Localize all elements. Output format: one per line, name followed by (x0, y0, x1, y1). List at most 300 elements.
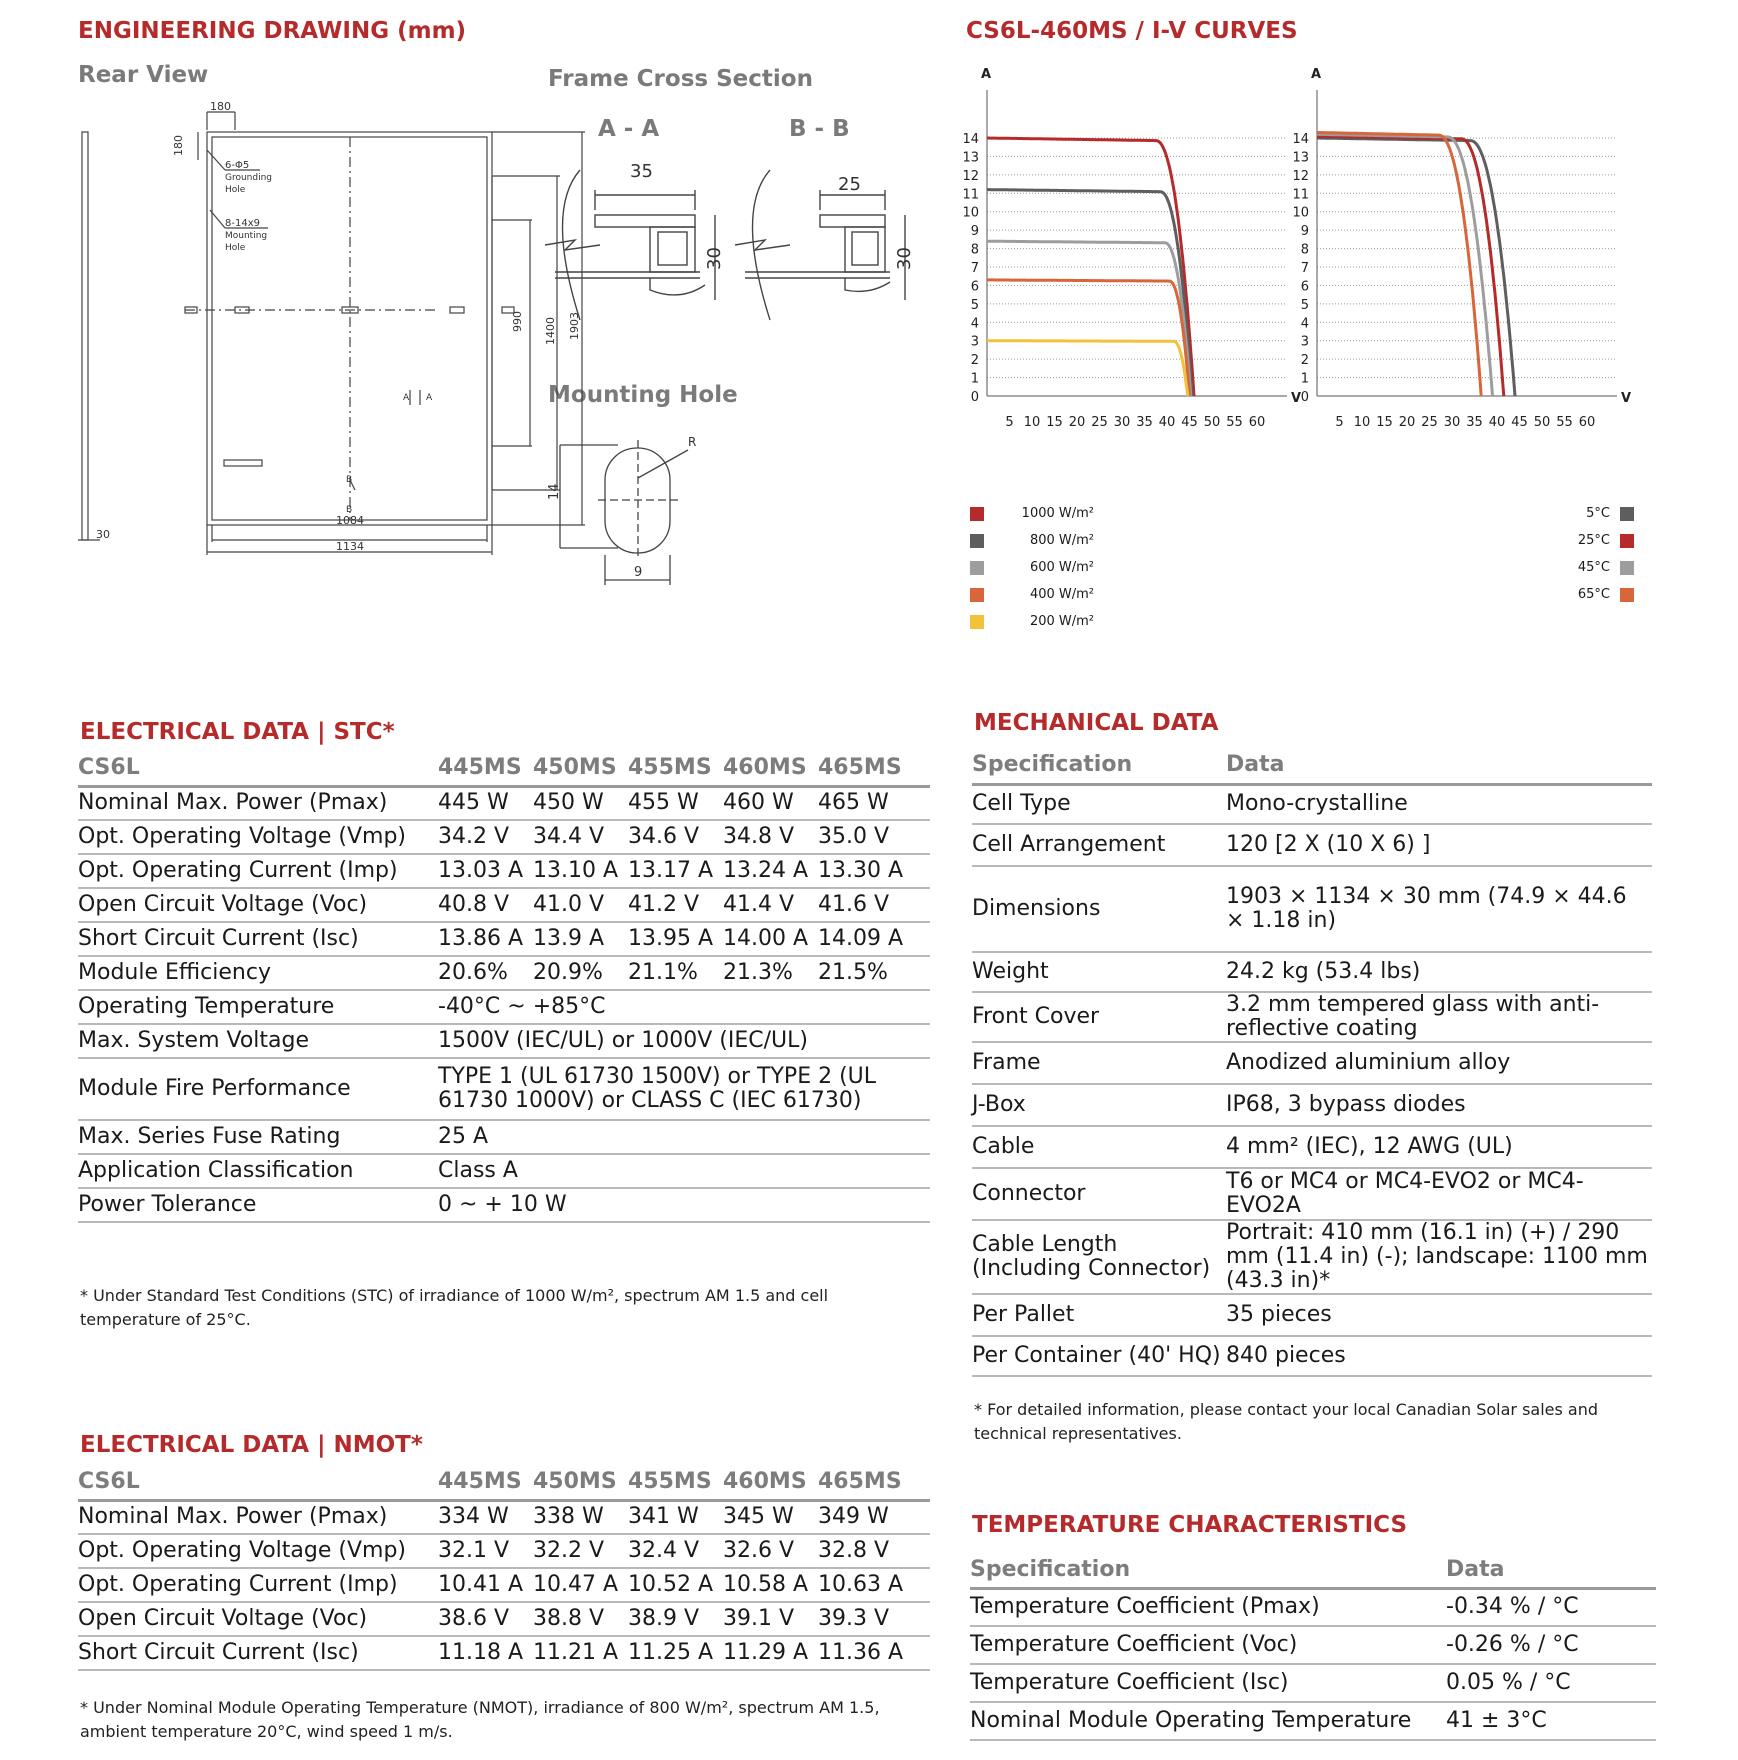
table-row (972, 1294, 1652, 1336)
table-cell: Opt. Operating Current (Imp) (78, 1568, 438, 1602)
table-row (972, 1168, 1652, 1220)
table-cell: 20.9% (533, 956, 628, 990)
legend-swatch (970, 588, 984, 602)
table-cell: 13.24 A (723, 854, 818, 888)
table-cell: Frame (972, 1042, 1226, 1084)
y-tick-label: 7 (970, 261, 979, 276)
legend-label: 25°C (1577, 533, 1610, 548)
table-row (972, 1084, 1652, 1126)
x-tick-label: 55 (1556, 415, 1573, 430)
table-cell: 40.8 V (438, 888, 533, 922)
table-cell: 120 [2 X (10 X 6) ] (1226, 824, 1652, 866)
table-cell: 41.6 V (818, 888, 930, 922)
y-tick-label: 5 (970, 297, 979, 313)
svg-text:1084: 1084 (336, 514, 364, 527)
table-cell: Cell Type (972, 784, 1226, 824)
iv-series-line (1317, 133, 1481, 397)
y-tick-label: 3 (970, 334, 979, 350)
table-cell: 840 pieces (1226, 1336, 1652, 1376)
table-header-row (972, 748, 1652, 784)
header-cell: 465MS (818, 752, 930, 786)
table-cell: J-Box (972, 1084, 1226, 1126)
svg-text:180: 180 (172, 135, 185, 156)
x-tick-label: 60 (1248, 415, 1266, 430)
y-tick-label: 5 (1300, 297, 1309, 313)
table-cell: 32.8 V (818, 1534, 930, 1568)
table-cell: 21.1% (628, 956, 723, 990)
header-cell: Specification (972, 748, 1226, 784)
table-row (972, 952, 1652, 992)
table-row (972, 784, 1652, 824)
iv-chart-irradiance (955, 62, 1300, 492)
svg-text:30: 30 (96, 528, 110, 541)
y-tick-label: 8 (1300, 242, 1309, 258)
table-row (972, 1126, 1652, 1168)
svg-text:R: R (688, 435, 697, 449)
legend-item (970, 527, 1094, 554)
table-cell: 13.9 A (533, 922, 628, 956)
x-tick-label: 45 (1511, 415, 1528, 430)
svg-text:Hole: Hole (225, 185, 246, 195)
legend-item (970, 608, 1094, 635)
x-tick-label: 15 (1046, 415, 1063, 430)
x-tick-label: 40 (1158, 415, 1176, 430)
table-row (78, 1120, 930, 1154)
iv-series-line (1317, 134, 1493, 396)
x-tick-label: 5 (1005, 415, 1014, 430)
table-cell: 1903 × 1134 × 30 mm (74.9 × 44.6 × 1.18 in) (1226, 866, 1652, 952)
header-cell: Data (1226, 748, 1652, 784)
svg-text:1400: 1400 (544, 317, 557, 345)
legend-swatch (1620, 588, 1634, 602)
table-cell: Anodized aluminium alloy (1226, 1042, 1652, 1084)
table-cell: 34.6 V (628, 820, 723, 854)
table-row (78, 990, 930, 1024)
table-cell: 3.2 mm tempered glass with anti-reflective coating (1226, 992, 1652, 1042)
temperature-legend (1560, 500, 1634, 608)
svg-text:9: 9 (634, 565, 643, 580)
y-tick-label: 1 (1300, 371, 1309, 387)
legend-swatch (970, 507, 984, 521)
table-cell: Temperature Coefficient (Pmax) (970, 1588, 1446, 1626)
nmot-title: ELECTRICAL DATA | NMOT* (80, 1432, 423, 1458)
header-cell: 465MS (818, 1466, 930, 1500)
table-cell: 0.05 % / °C (1446, 1664, 1656, 1702)
table-row (972, 866, 1652, 952)
table-cell: 10.58 A (723, 1568, 818, 1602)
table-row (78, 1058, 930, 1120)
mech-note: * For detailed information, please contact your local Canadian Solar sales and technical representatives. (974, 1400, 1599, 1443)
y-tick-label: 4 (1300, 316, 1309, 332)
table-cell: Portrait: 410 mm (16.1 in) (+) / 290 mm (11.4 in) (-); landscape: 1100 mm (43.3 in)* (1226, 1220, 1652, 1294)
table-cell: 10.52 A (628, 1568, 723, 1602)
y-tick-label: 13 (1292, 150, 1309, 166)
svg-text:A: A (403, 393, 410, 403)
svg-text:1903: 1903 (568, 312, 581, 340)
iv-chart-temperature (1285, 62, 1665, 492)
header-cell: 445MS (438, 1466, 533, 1500)
table-cell: 11.29 A (723, 1636, 818, 1670)
table-cell: 11.18 A (438, 1636, 533, 1670)
header-cell: 450MS (533, 752, 628, 786)
table-row (970, 1626, 1656, 1664)
x-tick-label: 25 (1421, 415, 1438, 430)
table-row (78, 1500, 930, 1534)
mounting-hole-label: Mounting Hole (548, 382, 738, 408)
table-cell: 4 mm² (IEC), 12 AWG (UL) (1226, 1126, 1652, 1168)
table-cell: 11.25 A (628, 1636, 723, 1670)
table-cell: Weight (972, 952, 1226, 992)
table-cell: 41.2 V (628, 888, 723, 922)
table-cell: T6 or MC4 or MC4-EVO2 or MC4-EVO2A (1226, 1168, 1652, 1220)
y-tick-label: 14 (1292, 132, 1309, 147)
y-unit-label: A (1311, 67, 1322, 82)
svg-text:180: 180 (210, 100, 231, 113)
y-tick-label: 3 (1300, 334, 1309, 350)
table-cell: Open Circuit Voltage (Voc) (78, 888, 438, 922)
table-cell: Open Circuit Voltage (Voc) (78, 1602, 438, 1636)
table-cell: 32.4 V (628, 1534, 723, 1568)
table-cell: 38.9 V (628, 1602, 723, 1636)
y-tick-label: 11 (962, 187, 979, 203)
svg-text:Mounting: Mounting (225, 231, 268, 241)
x-tick-label: 30 (1113, 415, 1131, 430)
legend-swatch (970, 561, 984, 575)
table-cell: 465 W (818, 786, 930, 820)
table-row (78, 1602, 930, 1636)
stc-table (78, 752, 930, 1223)
table-cell: 10.41 A (438, 1568, 533, 1602)
table-cell: 38.6 V (438, 1602, 533, 1636)
table-row (78, 820, 930, 854)
table-cell: Mono-crystalline (1226, 784, 1652, 824)
iv-series-line (987, 241, 1191, 396)
table-cell: Max. System Voltage (78, 1024, 438, 1058)
x-tick-label: 30 (1443, 415, 1461, 430)
svg-text:14: 14 (547, 483, 562, 500)
table-row (78, 1024, 930, 1058)
x-unit-label: V (1621, 391, 1632, 406)
table-row (972, 824, 1652, 866)
y-tick-label: 1 (970, 371, 979, 387)
y-tick-label: 0 (970, 390, 979, 405)
table-row (78, 786, 930, 820)
table-cell: 10.63 A (818, 1568, 930, 1602)
table-cell: 345 W (723, 1500, 818, 1534)
section-bb-label: B - B (789, 116, 850, 142)
table-cell: Front Cover (972, 992, 1226, 1042)
svg-text:30: 30 (704, 247, 725, 270)
iv-curves-title: CS6L-460MS / I-V CURVES (966, 18, 1298, 44)
table-cell: 13.03 A (438, 854, 533, 888)
table-header-row (78, 1466, 930, 1500)
table-row (78, 1534, 930, 1568)
table-cell: 338 W (533, 1500, 628, 1534)
legend-label: 800 W/m² (1029, 533, 1094, 548)
svg-text:B: B (346, 475, 353, 485)
table-cell: Module Efficiency (78, 956, 438, 990)
table-cell: 13.86 A (438, 922, 533, 956)
table-row (972, 1220, 1652, 1294)
x-unit-label: V (1291, 391, 1302, 406)
irradiance-legend (970, 500, 1094, 635)
x-tick-label: 15 (1376, 415, 1393, 430)
table-cell: 455 W (628, 786, 723, 820)
svg-text:B: B (346, 505, 353, 515)
x-tick-label: 50 (1533, 415, 1551, 430)
table-cell: Opt. Operating Voltage (Vmp) (78, 820, 438, 854)
legend-swatch (970, 615, 984, 629)
svg-text:Hole: Hole (225, 243, 246, 253)
legend-item (1560, 554, 1634, 581)
table-cell: Application Classification (78, 1154, 438, 1188)
table-cell: Short Circuit Current (Isc) (78, 922, 438, 956)
legend-item (1560, 527, 1634, 554)
table-cell: 20.6% (438, 956, 533, 990)
table-row (78, 1154, 930, 1188)
header-cell: Specification (970, 1554, 1446, 1588)
table-cell: 21.3% (723, 956, 818, 990)
table-cell: Nominal Module Operating Temperature (970, 1702, 1446, 1740)
table-cell: -40°C ~ +85°C (438, 990, 930, 1024)
legend-item (970, 554, 1094, 581)
table-cell: Short Circuit Current (Isc) (78, 1636, 438, 1670)
legend-label: 45°C (1577, 560, 1610, 575)
table-cell: Cell Arrangement (972, 824, 1226, 866)
table-cell: 21.5% (818, 956, 930, 990)
table-row (78, 922, 930, 956)
table-cell: Cable Length (Including Connector) (972, 1220, 1226, 1294)
table-cell: -0.34 % / °C (1446, 1588, 1656, 1626)
legend-swatch (1620, 507, 1634, 521)
x-tick-label: 35 (1136, 415, 1153, 430)
y-tick-label: 2 (1300, 353, 1309, 369)
table-row (78, 956, 930, 990)
x-tick-label: 10 (1023, 415, 1041, 430)
table-row (970, 1664, 1656, 1702)
svg-text:6-Φ5: 6-Φ5 (225, 160, 250, 171)
table-row (972, 1042, 1652, 1084)
svg-text:A: A (426, 393, 433, 403)
table-cell: 14.09 A (818, 922, 930, 956)
table-cell: 41 ± 3°C (1446, 1702, 1656, 1740)
table-row (970, 1588, 1656, 1626)
y-unit-label: A (981, 67, 992, 82)
x-tick-label: 50 (1203, 415, 1221, 430)
y-tick-label: 13 (962, 150, 979, 166)
y-tick-label: 10 (962, 205, 979, 221)
iv-series-line (987, 341, 1188, 396)
temp-table (970, 1554, 1656, 1741)
table-cell: 13.95 A (628, 922, 723, 956)
table-cell: 11.36 A (818, 1636, 930, 1670)
table-cell: 13.17 A (628, 854, 723, 888)
table-cell: -0.26 % / °C (1446, 1626, 1656, 1664)
table-cell: Per Container (40' HQ) (972, 1336, 1226, 1376)
x-tick-label: 10 (1353, 415, 1371, 430)
table-cell: Nominal Max. Power (Pmax) (78, 786, 438, 820)
mounting-hole-drawing (548, 430, 728, 590)
header-cell: 450MS (533, 1466, 628, 1500)
table-cell: 334 W (438, 1500, 533, 1534)
legend-label: 200 W/m² (1029, 614, 1094, 629)
table-cell: Operating Temperature (78, 990, 438, 1024)
svg-text:990: 990 (511, 311, 524, 332)
table-cell: Module Fire Performance (78, 1058, 438, 1120)
table-cell: Opt. Operating Voltage (Vmp) (78, 1534, 438, 1568)
x-tick-label: 40 (1488, 415, 1506, 430)
table-row (78, 888, 930, 922)
engineering-drawing-title: ENGINEERING DRAWING (mm) (78, 18, 467, 44)
y-tick-label: 6 (970, 279, 979, 295)
table-cell: 35 pieces (1226, 1294, 1652, 1336)
table-cell: 25 A (438, 1120, 930, 1154)
table-cell: Max. Series Fuse Rating (78, 1120, 438, 1154)
stc-title: ELECTRICAL DATA | STC* (80, 719, 395, 745)
x-tick-label: 35 (1466, 415, 1483, 430)
table-row (78, 1568, 930, 1602)
header-cell: 460MS (723, 752, 818, 786)
table-cell: Opt. Operating Current (Imp) (78, 854, 438, 888)
table-cell: 39.1 V (723, 1602, 818, 1636)
table-cell: 34.4 V (533, 820, 628, 854)
x-tick-label: 25 (1091, 415, 1108, 430)
mech-table (972, 748, 1652, 1377)
svg-text:Grounding: Grounding (225, 173, 273, 183)
header-cell: 460MS (723, 1466, 818, 1500)
table-cell: 445 W (438, 786, 533, 820)
rear-view-label: Rear View (78, 62, 209, 88)
svg-text:8-14x9: 8-14x9 (225, 218, 260, 229)
y-tick-label: 2 (970, 353, 979, 369)
legend-item (970, 500, 1094, 527)
header-cell: 455MS (628, 1466, 723, 1500)
iv-series-line (987, 190, 1192, 396)
legend-label: 400 W/m² (1029, 587, 1094, 602)
table-header-row (78, 752, 930, 786)
table-cell: 14.00 A (723, 922, 818, 956)
header-cell: Data (1446, 1554, 1656, 1588)
y-tick-label: 11 (1292, 187, 1309, 203)
temp-title: TEMPERATURE CHARACTERISTICS (972, 1512, 1408, 1538)
iv-series-line (987, 138, 1194, 396)
x-tick-label: 20 (1068, 415, 1086, 430)
table-cell: 35.0 V (818, 820, 930, 854)
table-row (78, 1188, 930, 1222)
table-cell: 34.2 V (438, 820, 533, 854)
y-tick-label: 6 (1300, 279, 1309, 295)
legend-item (1560, 581, 1634, 608)
frame-cross-section-label: Frame Cross Section (548, 66, 813, 92)
stc-note: * Under Standard Test Conditions (STC) of irradiance of 1000 W/m², spectrum AM 1.5 and cell temperature of 25°C. (80, 1286, 829, 1329)
x-tick-label: 55 (1226, 415, 1243, 430)
header-cell: CS6L (78, 752, 438, 786)
table-cell: Temperature Coefficient (Isc) (970, 1664, 1446, 1702)
rear-view-drawing (70, 100, 581, 553)
y-tick-label: 12 (962, 168, 979, 184)
table-cell: 32.2 V (533, 1534, 628, 1568)
table-cell: Connector (972, 1168, 1226, 1220)
table-cell: 450 W (533, 786, 628, 820)
table-cell: 1500V (IEC/UL) or 1000V (IEC/UL) (438, 1024, 930, 1058)
table-header-row (970, 1554, 1656, 1588)
legend-label: 600 W/m² (1029, 560, 1094, 575)
table-row (972, 992, 1652, 1042)
table-cell: Nominal Max. Power (Pmax) (78, 1500, 438, 1534)
nmot-table (78, 1466, 930, 1671)
table-cell: 349 W (818, 1500, 930, 1534)
svg-text:25: 25 (838, 174, 861, 195)
legend-swatch (970, 534, 984, 548)
table-cell: 10.47 A (533, 1568, 628, 1602)
table-cell: Dimensions (972, 866, 1226, 952)
mech-title: MECHANICAL DATA (974, 710, 1219, 736)
table-cell: 460 W (723, 786, 818, 820)
frame-cross-section-drawing (540, 150, 940, 330)
table-cell: Class A (438, 1154, 930, 1188)
table-cell: Per Pallet (972, 1294, 1226, 1336)
table-cell: 32.6 V (723, 1534, 818, 1568)
table-cell: 341 W (628, 1500, 723, 1534)
y-tick-label: 10 (1292, 205, 1309, 221)
y-tick-label: 8 (970, 242, 979, 258)
header-cell: CS6L (78, 1466, 438, 1500)
legend-label: 5°C (1586, 506, 1610, 521)
table-row (972, 1336, 1652, 1376)
table-cell: 13.10 A (533, 854, 628, 888)
iv-series-line (987, 280, 1190, 396)
legend-label: 65°C (1577, 587, 1610, 602)
table-row (78, 1636, 930, 1670)
legend-swatch (1620, 534, 1634, 548)
table-cell: 13.30 A (818, 854, 930, 888)
table-cell: 32.1 V (438, 1534, 533, 1568)
x-tick-label: 60 (1578, 415, 1596, 430)
table-cell: 11.21 A (533, 1636, 628, 1670)
table-row (970, 1702, 1656, 1740)
y-tick-label: 7 (1300, 261, 1309, 276)
table-cell: 34.8 V (723, 820, 818, 854)
legend-item (1560, 500, 1634, 527)
table-cell: IP68, 3 bypass diodes (1226, 1084, 1652, 1126)
table-cell: Temperature Coefficient (Voc) (970, 1626, 1446, 1664)
x-tick-label: 5 (1335, 415, 1344, 430)
y-tick-label: 4 (970, 316, 979, 332)
y-tick-label: 12 (1292, 168, 1309, 184)
table-cell: 0 ~ + 10 W (438, 1188, 930, 1222)
svg-text:35: 35 (630, 161, 653, 182)
x-tick-label: 45 (1181, 415, 1198, 430)
y-tick-label: 9 (970, 224, 979, 240)
table-cell: Cable (972, 1126, 1226, 1168)
table-cell: 41.0 V (533, 888, 628, 922)
y-tick-label: 14 (962, 132, 979, 147)
header-cell: 445MS (438, 752, 533, 786)
legend-swatch (1620, 561, 1634, 575)
svg-text:30: 30 (894, 247, 915, 270)
nmot-note: * Under Nominal Module Operating Temperature (NMOT), irradiance of 800 W/m², spectrum AM 1.5, ambient temperature 20°C, wind speed 1 m/s. (80, 1698, 880, 1741)
table-cell: 41.4 V (723, 888, 818, 922)
y-tick-label: 9 (1300, 224, 1309, 240)
table-row (78, 854, 930, 888)
header-cell: 455MS (628, 752, 723, 786)
svg-text:1134: 1134 (336, 540, 364, 553)
legend-item (970, 581, 1094, 608)
table-cell: 39.3 V (818, 1602, 930, 1636)
table-cell: TYPE 1 (UL 61730 1500V) or TYPE 2 (UL 61730 1000V) or CLASS C (IEC 61730) (438, 1058, 930, 1120)
table-cell: Power Tolerance (78, 1188, 438, 1222)
x-tick-label: 20 (1398, 415, 1416, 430)
